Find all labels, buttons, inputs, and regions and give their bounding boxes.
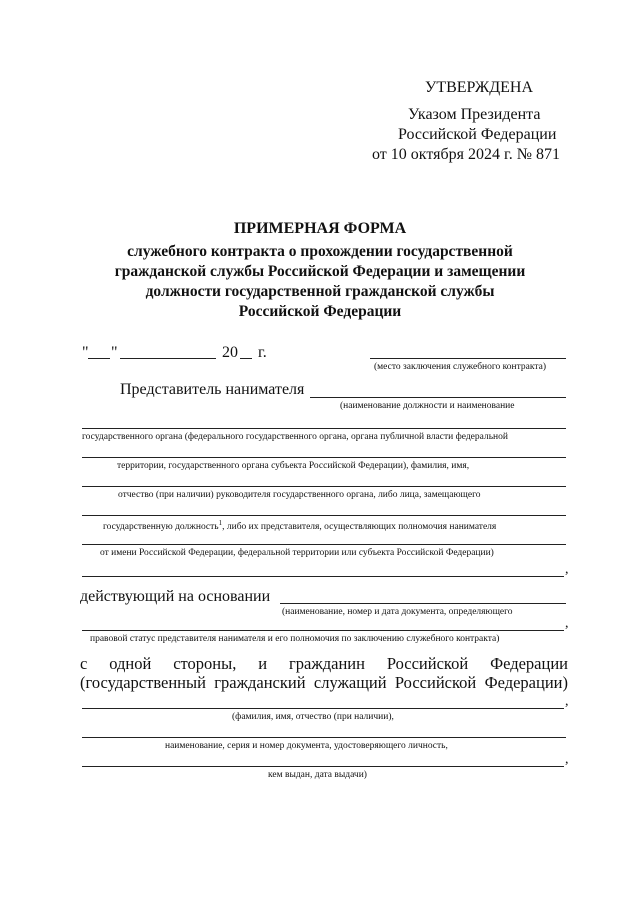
day-field[interactable] <box>88 358 110 359</box>
year-suffix: г. <box>258 344 267 361</box>
date-quote-open: " <box>82 344 89 361</box>
basis-line-2[interactable] <box>82 630 564 631</box>
employer-caption-1: (наименование должности и наименование <box>340 401 515 411</box>
year-prefix: 20 <box>222 344 238 361</box>
year-field[interactable] <box>240 358 252 359</box>
party-line-1: с одной стороны, и гражданин Российской Федерации <box>80 654 568 673</box>
employer-caption-5 <box>103 519 496 532</box>
employer-line-3[interactable] <box>82 457 566 458</box>
employer-line-2[interactable] <box>82 428 566 429</box>
citizen-name-field[interactable] <box>82 708 564 709</box>
party-caption-3: кем выдан, дата выдачи) <box>268 770 367 780</box>
subtitle-line-3: должности государственной гражданской службы <box>145 283 495 300</box>
citizen-issued-field[interactable] <box>82 766 564 767</box>
subtitle-line-2: гражданской службы Российской Федерации и замещении <box>114 263 526 280</box>
employer-caption-2: государственного органа (федерального государственного органа, органа публичной власти федеральной <box>82 432 508 442</box>
approval-status: УТВЕРЖДЕНА <box>425 79 534 96</box>
caption-5-text: государственную должность <box>103 522 219 533</box>
employer-line-5[interactable] <box>82 515 566 516</box>
approval-line-3: от 10 октября 2024 г. № 871 <box>372 146 561 163</box>
employer-caption-4: отчество (при наличии) руководителя государственного органа, либо лица, замещающего <box>118 490 481 500</box>
basis-field[interactable] <box>280 603 566 604</box>
comma-4: , <box>565 752 569 767</box>
place-caption: (место заключения служебного контракта) <box>374 362 546 372</box>
employer-field[interactable] <box>310 397 566 398</box>
party-caption-2: наименование, серия и номер документа, удостоверяющего личность, <box>165 741 448 751</box>
date-quote-close: " <box>111 344 118 361</box>
employer-label: Представитель нанимателя <box>120 381 305 398</box>
approval-line-2: Российской Федерации <box>398 126 557 143</box>
place-field[interactable] <box>370 358 566 359</box>
comma-1: , <box>565 562 569 577</box>
employer-line-6[interactable] <box>82 544 566 545</box>
approval-line-1: Указом Президента <box>408 106 541 123</box>
subtitle-line-1: служебного контракта о прохождении государственной <box>127 243 513 260</box>
employer-caption-3: территории, государственного органа субъекта Российской Федерации), фамилия, имя, <box>117 461 470 471</box>
basis-label: действующий на основании <box>80 588 271 605</box>
subtitle-line-4: Российской Федерации <box>238 303 402 320</box>
comma-2: , <box>565 616 569 631</box>
month-field[interactable] <box>120 358 216 359</box>
employer-caption-6: от имени Российской Федерации, федеральной территории или субъекта Российской Федерации) <box>100 548 494 558</box>
basis-caption-1: (наименование, номер и дата документа, определяющего <box>282 607 513 617</box>
caption-5-text-b: , либо их представителя, осуществляющих полномочия нанимателя <box>222 522 497 533</box>
employer-line-7[interactable] <box>82 576 564 577</box>
footnote-mark: 1 <box>218 519 223 527</box>
citizen-document-field[interactable] <box>82 737 566 738</box>
document-title: ПРИМЕРНАЯ ФОРМА <box>233 220 407 237</box>
party-caption-1: (фамилия, имя, отчество (при наличии), <box>232 712 394 722</box>
comma-3: , <box>565 694 569 709</box>
employer-line-4[interactable] <box>82 486 566 487</box>
party-line-2: (государственный гражданский служащий Российской Федерации) <box>80 673 568 692</box>
basis-caption-2: правовой статус представителя нанимателя и его полномочия по заключению служебного контракта) <box>90 634 500 644</box>
